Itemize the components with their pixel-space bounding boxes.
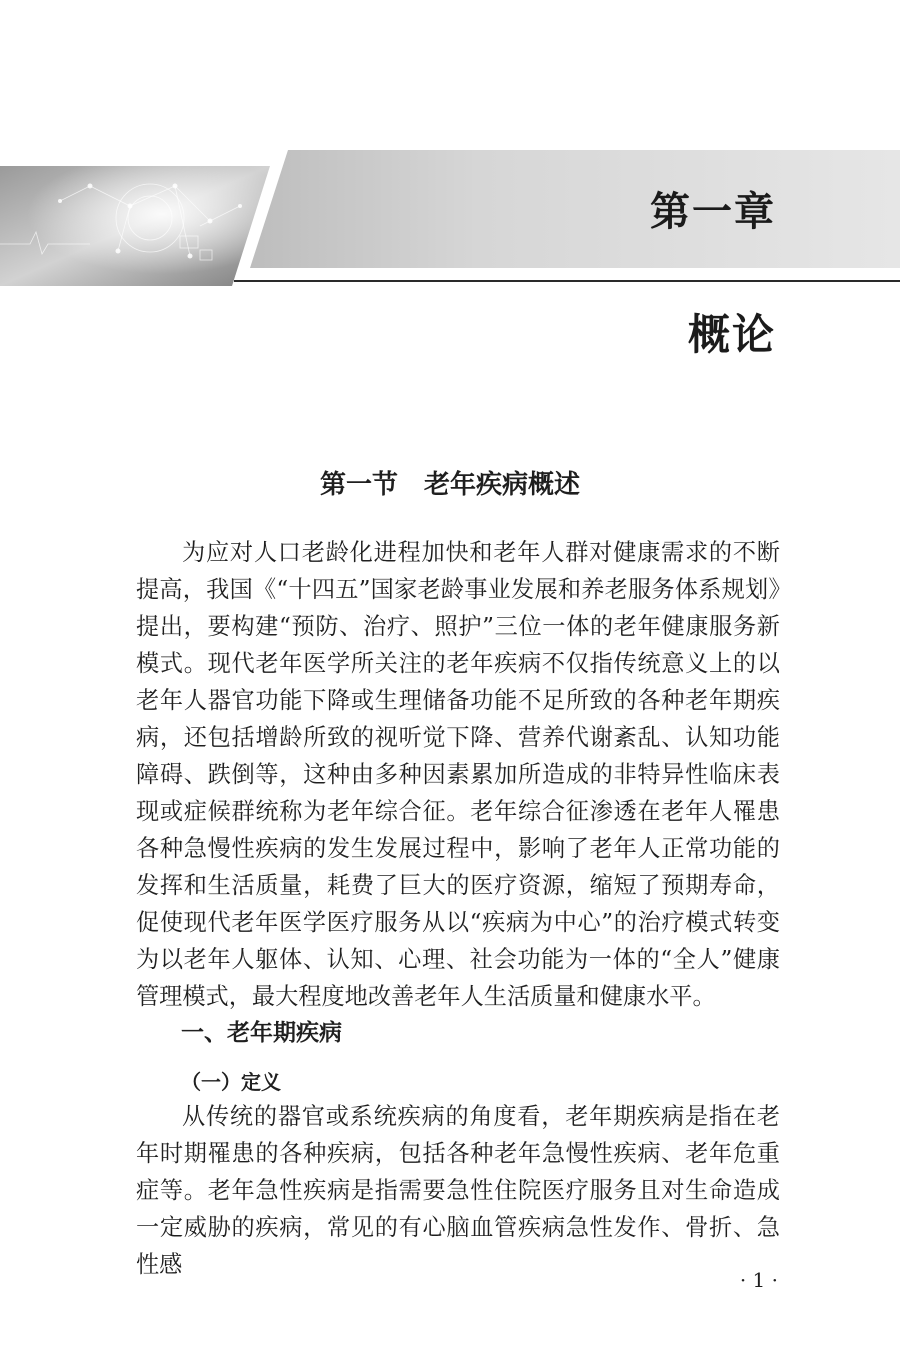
subheading-level2: （一）定义	[181, 1070, 281, 1094]
chapter-title: 概论	[687, 310, 776, 359]
body-paragraph: 从传统的器官或系统疾病的角度看，老年期疾病是指在老年时期罹患的各种疾病，包括各种老年急慢性疾病、老年危重症等。老年急性疾病是指需要急性住院医疗服务且对生命造成一定威胁的疾病，常见的有心脑血管疾病急性发作、骨折、急性感	[136, 1103, 780, 1278]
subheading-level1: 一、老年期疾病	[181, 1020, 342, 1046]
page-number: · 1 ·	[739, 1268, 778, 1292]
section-title: 第一节 老年疾病概述	[319, 470, 580, 500]
chapter-number: 第一章	[650, 189, 776, 235]
chapter-divider	[234, 280, 900, 282]
body-paragraph: 为应对人口老龄化进程加快和老年人群对健康需求的不断提高，我国《“十四五”国家老龄事业发展和养老服务体系规划》提出，要构建“预防、治疗、照护”三位一体的老年健康服务新模式。现代老年医学所关注的老年疾病不仅指传统意义上的以老年人器官功能下降或生理储备功能不足所致的各种老年期疾病，还包括增龄所致的视听觉下降、营养代谢紊乱、认知功能障碍、跌倒等，这种由多种因素累加所造成的非特异性临床表现或症候群统称为老年综合征。老年综合征渗透在老年人罹患各种急慢性疾病的发生发展过程中，影响了老年人正常功能的发挥和生活质量，耗费了巨大的医疗资源，缩短了预期寿命，促使现代老年医学医疗服务从以“疾病为中心”的治疗模式转变为以老年人躯体、认知、心理、社会功能为一体的“全人”健康管理模式，最大程度地改善老年人生活质量和健康水平。	[136, 539, 780, 1010]
